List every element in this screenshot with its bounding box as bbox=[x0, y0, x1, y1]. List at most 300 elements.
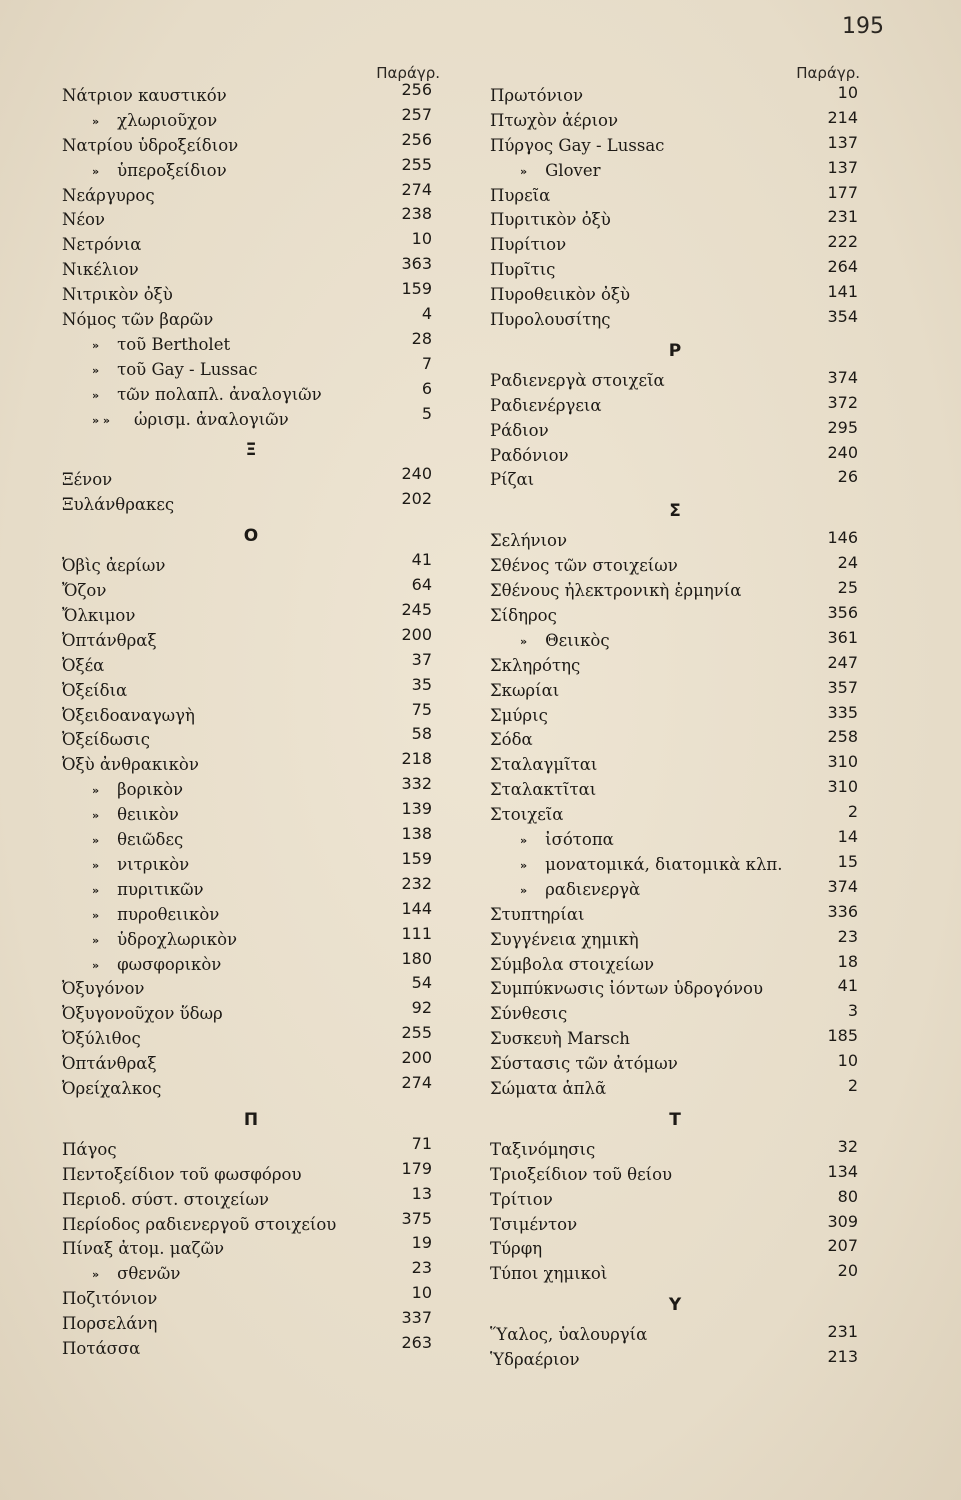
entry-term-text: Πίναξ ἀτομ. μαζῶν bbox=[62, 1239, 225, 1259]
page-number: 195 bbox=[842, 14, 884, 39]
index-entry bbox=[62, 1183, 440, 1213]
entry-paragraph-number: 13 bbox=[411, 1183, 432, 1203]
index-entry bbox=[490, 953, 860, 978]
entry-paragraph-number: 25 bbox=[837, 578, 858, 598]
index-entry bbox=[490, 369, 860, 394]
entry-paragraph-number: 138 bbox=[401, 824, 432, 844]
entry-term bbox=[62, 493, 174, 518]
entry-term bbox=[62, 1337, 140, 1362]
entry-term bbox=[520, 853, 783, 879]
ditto-mark: » bbox=[92, 933, 100, 947]
entry-paragraph-number: 134 bbox=[827, 1161, 858, 1181]
index-entry bbox=[490, 778, 860, 803]
entry-term bbox=[490, 258, 555, 283]
ditto-mark: » bbox=[92, 883, 100, 897]
entry-paragraph-number: 207 bbox=[827, 1236, 858, 1256]
entry-paragraph-number: 146 bbox=[827, 528, 858, 548]
ditto-mark: » » bbox=[92, 413, 111, 427]
section-letter: Ο bbox=[243, 526, 259, 547]
index-entry bbox=[62, 353, 440, 383]
entry-term bbox=[62, 258, 139, 283]
entry-term bbox=[62, 1213, 336, 1238]
entry-paragraph-number: 64 bbox=[411, 575, 432, 595]
ditto-mark: » bbox=[520, 834, 528, 848]
entry-term-text: Τύρφη bbox=[490, 1239, 543, 1259]
entry-paragraph-number: 28 bbox=[411, 328, 432, 348]
entry-paragraph-number: 23 bbox=[837, 926, 858, 946]
entry-term bbox=[62, 654, 104, 679]
entry-paragraph-number: 240 bbox=[827, 442, 858, 462]
entry-term bbox=[62, 704, 195, 729]
entry-term-text: Πυροθειικὸν ὀξὺ bbox=[490, 285, 631, 305]
entry-term-text: Τσιμέντον bbox=[490, 1214, 578, 1234]
entry-term-text: Πάγος bbox=[62, 1139, 117, 1159]
entry-paragraph-number: 5 bbox=[421, 403, 432, 423]
entry-term bbox=[490, 654, 580, 679]
index-entry bbox=[62, 898, 440, 928]
entry-term-text: πυροθειικὸν bbox=[117, 904, 220, 924]
entry-paragraph-number: 35 bbox=[411, 674, 432, 694]
entry-term bbox=[92, 853, 189, 879]
entry-term-text: Πυρῖτις bbox=[490, 260, 556, 280]
entry-term bbox=[92, 408, 289, 434]
entry-paragraph-number: 20 bbox=[837, 1261, 858, 1281]
entry-term bbox=[62, 554, 165, 579]
entry-term bbox=[490, 928, 639, 953]
entry-term-text: Σίδηρος bbox=[490, 606, 557, 626]
ditto-mark: » bbox=[92, 363, 100, 377]
entry-term-text: ἰσότοπα bbox=[545, 830, 614, 850]
index-entry bbox=[490, 283, 860, 308]
index-entry bbox=[62, 1208, 440, 1238]
index-entry bbox=[62, 699, 440, 729]
entry-term bbox=[62, 1052, 157, 1077]
entry-paragraph-number: 41 bbox=[837, 976, 858, 996]
entry-term-text: Σκωρίαι bbox=[490, 680, 560, 700]
entry-term-text: φωσφορικὸν bbox=[117, 954, 222, 974]
entry-term-text: Σόδα bbox=[490, 730, 533, 750]
index-entry bbox=[490, 629, 860, 654]
entry-term-text: πυριτικῶν bbox=[117, 879, 204, 899]
entry-paragraph-number: 144 bbox=[401, 898, 432, 918]
index-entry bbox=[490, 84, 860, 109]
index-entry bbox=[490, 258, 860, 283]
entry-term-text: Πρωτόνιον bbox=[490, 86, 584, 105]
ditto-mark: » bbox=[92, 164, 100, 178]
entry-term-text: Σύνθεσις bbox=[490, 1004, 568, 1024]
ditto-mark: » bbox=[92, 858, 100, 872]
entry-term bbox=[490, 369, 665, 394]
entry-paragraph-number: 363 bbox=[401, 254, 432, 274]
index-entry bbox=[62, 1133, 440, 1163]
index-entry bbox=[490, 554, 860, 579]
entry-term-text: Νιτρικὸν ὀξὺ bbox=[62, 285, 173, 305]
entry-term-text: Ραδιενεργὰ στοιχεῖα bbox=[490, 370, 665, 390]
index-entry bbox=[490, 134, 860, 159]
index-entry bbox=[490, 604, 860, 629]
entry-term-text: Ὑδραέριον bbox=[490, 1350, 580, 1370]
entry-term-text: Σταλακτῖται bbox=[490, 780, 597, 800]
index-entry bbox=[62, 80, 440, 109]
entry-term-text: Σκληρότης bbox=[490, 655, 581, 675]
entry-term-text: θειικὸν bbox=[117, 805, 179, 825]
entry-term-text: Πύργος Gay - Lussac bbox=[490, 135, 665, 155]
entry-term bbox=[490, 1262, 607, 1287]
entry-term bbox=[92, 383, 322, 409]
entry-paragraph-number: 231 bbox=[827, 1322, 858, 1342]
section-letter: Τ bbox=[669, 1109, 681, 1130]
index-entry bbox=[62, 600, 440, 629]
entry-paragraph-number: 10 bbox=[411, 1283, 432, 1303]
entry-term-text: Συγγένεια χημικὴ bbox=[490, 929, 639, 949]
index-entry bbox=[62, 550, 440, 579]
entry-term bbox=[62, 84, 227, 109]
entry-term bbox=[490, 579, 741, 604]
entry-term-text: Συσκευὴ Marsch bbox=[490, 1029, 630, 1049]
entry-term-text: Σώματα ἁπλᾶ bbox=[490, 1078, 607, 1098]
index-entry bbox=[62, 1308, 440, 1337]
index-entry bbox=[62, 848, 440, 878]
index-entry bbox=[490, 928, 860, 953]
entry-term bbox=[490, 1027, 630, 1052]
entry-term-text: Πεντοξείδιον τοῦ φωσφόρου bbox=[62, 1164, 302, 1184]
entry-paragraph-number: 141 bbox=[827, 282, 858, 302]
entry-paragraph-number: 263 bbox=[401, 1332, 432, 1352]
entry-paragraph-number: 137 bbox=[827, 157, 858, 177]
entry-term-text: θειῶδες bbox=[117, 830, 184, 850]
entry-paragraph-number: 10 bbox=[411, 229, 432, 249]
entry-paragraph-number: 111 bbox=[401, 923, 432, 943]
entry-paragraph-number: 264 bbox=[827, 257, 858, 277]
entry-term bbox=[490, 1213, 577, 1238]
entry-paragraph-number: 309 bbox=[827, 1211, 858, 1231]
entry-paragraph-number: 255 bbox=[401, 1023, 432, 1043]
entry-paragraph-number: 137 bbox=[827, 132, 858, 152]
entry-term-text: Νικέλιον bbox=[62, 260, 139, 280]
entry-term bbox=[490, 778, 596, 803]
entry-term bbox=[62, 579, 106, 604]
index-entry bbox=[62, 328, 440, 358]
entry-term-text: Τρίτιον bbox=[490, 1189, 553, 1209]
entry-term bbox=[490, 554, 678, 579]
index-entry bbox=[490, 184, 860, 209]
entry-term-text: Ποτάσσα bbox=[62, 1338, 141, 1358]
entry-term bbox=[92, 778, 183, 804]
entry-paragraph-number: 32 bbox=[837, 1136, 858, 1156]
entry-term-text: Ὄζον bbox=[62, 581, 107, 601]
entry-term-text: Ὕαλος, ὑαλουργία bbox=[490, 1325, 648, 1345]
entry-term bbox=[92, 828, 183, 854]
index-entry bbox=[490, 233, 860, 258]
entry-term bbox=[62, 184, 155, 209]
entry-paragraph-number: 177 bbox=[827, 182, 858, 202]
index-entry bbox=[490, 1163, 860, 1188]
index-entry bbox=[62, 724, 440, 753]
index-entry bbox=[62, 1023, 440, 1052]
index-entry bbox=[490, 1002, 860, 1027]
entry-term-text: Ράδιον bbox=[490, 420, 549, 440]
entry-paragraph-number: 3 bbox=[847, 1001, 858, 1021]
entry-term bbox=[62, 1312, 157, 1337]
entry-paragraph-number: 354 bbox=[827, 307, 858, 327]
entry-term-text: Ὀξείδια bbox=[62, 680, 128, 700]
entry-term bbox=[490, 134, 664, 159]
entry-term-text: Σμύρις bbox=[490, 705, 548, 725]
entry-term bbox=[92, 1262, 180, 1288]
index-entry bbox=[490, 853, 860, 878]
entry-term-text: Ὀρείχαλκος bbox=[62, 1078, 162, 1098]
entry-paragraph-number: 15 bbox=[837, 851, 858, 871]
entry-term bbox=[490, 1348, 580, 1373]
entry-term-text: Ὀξείδωσις bbox=[62, 730, 150, 750]
index-entry bbox=[62, 649, 440, 679]
index-entry bbox=[490, 1138, 860, 1163]
index-entry bbox=[490, 308, 860, 333]
entry-term-text: Ὀβὶς ἀερίων bbox=[62, 556, 166, 576]
entry-term-text: τοῦ Gay - Lussac bbox=[117, 359, 258, 379]
entry-term bbox=[62, 208, 105, 233]
entry-paragraph-number: 374 bbox=[827, 367, 858, 387]
entry-paragraph-number: 336 bbox=[827, 901, 858, 921]
index-entry bbox=[490, 728, 860, 753]
entry-term bbox=[490, 803, 563, 828]
entry-term-text: Ὀπτάνθραξ bbox=[62, 630, 157, 650]
entry-term-text: Πυρίτιον bbox=[490, 235, 567, 255]
entry-term bbox=[92, 878, 204, 904]
entry-term-text: Ξυλάνθρακες bbox=[62, 495, 175, 515]
entry-term-text: Σθένος τῶν στοιχείων bbox=[490, 556, 678, 576]
column-header: Παράγρ. bbox=[376, 64, 440, 82]
entry-paragraph-number: 200 bbox=[401, 624, 432, 644]
entry-term-text: νιτρικὸν bbox=[117, 854, 190, 874]
index-entry bbox=[490, 208, 860, 233]
entry-paragraph-number: 232 bbox=[401, 873, 432, 893]
index-entry bbox=[490, 1188, 860, 1213]
entry-term-text: Ραδόνιον bbox=[490, 445, 569, 465]
index-entry bbox=[490, 1213, 860, 1238]
entry-term-text: ραδιενεργὰ bbox=[545, 879, 641, 899]
index-entry bbox=[490, 1052, 860, 1077]
entry-paragraph-number: 6 bbox=[421, 378, 432, 398]
index-entry bbox=[62, 1158, 440, 1188]
entry-term-text: Περιοδ. σύστ. στοιχείων bbox=[62, 1189, 269, 1209]
entry-term bbox=[490, 109, 618, 134]
entry-paragraph-number: 374 bbox=[827, 876, 858, 896]
entry-paragraph-number: 274 bbox=[401, 179, 432, 199]
index-entry bbox=[62, 403, 440, 433]
entry-paragraph-number: 139 bbox=[401, 799, 432, 819]
index-entry bbox=[490, 444, 860, 469]
entry-term-text: Ὀξειδοαναγωγὴ bbox=[62, 705, 195, 725]
entry-paragraph-number: 10 bbox=[837, 83, 858, 102]
entry-term bbox=[92, 358, 257, 384]
entry-term-text: Περίοδος ραδιενεργοῦ στοιχείου bbox=[62, 1214, 337, 1234]
entry-term-text: Νάτριον καυστικόν bbox=[62, 86, 227, 105]
ditto-mark: » bbox=[520, 164, 528, 178]
entry-term bbox=[62, 1188, 269, 1213]
index-entry bbox=[62, 923, 440, 953]
entry-term bbox=[520, 159, 600, 185]
entry-paragraph-number: 18 bbox=[837, 951, 858, 971]
entry-term bbox=[62, 753, 199, 778]
entry-paragraph-number: 337 bbox=[401, 1308, 432, 1328]
entry-term-text: Ὄλκιμον bbox=[62, 606, 136, 626]
index-entry bbox=[490, 1348, 860, 1373]
index-entry bbox=[62, 1332, 440, 1362]
section-letter: Ρ bbox=[668, 340, 682, 361]
entry-paragraph-number: 247 bbox=[827, 652, 858, 672]
index-entry bbox=[490, 977, 860, 1002]
index-entry bbox=[490, 753, 860, 778]
index-entry bbox=[490, 803, 860, 828]
entry-term-text: Θειικὸς bbox=[545, 630, 610, 650]
entry-paragraph-number: 7 bbox=[421, 353, 432, 373]
index-entry bbox=[490, 878, 860, 903]
entry-paragraph-number: 310 bbox=[827, 752, 858, 772]
entry-term-text: σθενῶν bbox=[117, 1264, 181, 1284]
entry-term bbox=[490, 753, 597, 778]
entry-term bbox=[490, 419, 549, 444]
index-entry bbox=[490, 679, 860, 704]
index-entry bbox=[62, 229, 440, 258]
entry-paragraph-number: 14 bbox=[837, 827, 858, 847]
index-entry bbox=[62, 1233, 440, 1262]
index-entry bbox=[490, 419, 860, 444]
entry-term bbox=[490, 679, 559, 704]
entry-term bbox=[92, 109, 217, 135]
entry-paragraph-number: 58 bbox=[411, 724, 432, 744]
index-entry bbox=[62, 973, 440, 1002]
entry-term-text: Ὀξύλιθος bbox=[62, 1029, 141, 1049]
column-header: Παράγρ. bbox=[796, 64, 860, 82]
entry-paragraph-number: 159 bbox=[401, 848, 432, 868]
ditto-mark: » bbox=[92, 114, 100, 128]
index-entry bbox=[490, 704, 860, 729]
entry-term-text: Ὀξέα bbox=[62, 655, 105, 675]
entry-paragraph-number: 2 bbox=[847, 802, 858, 822]
entry-term-text: μονατομικά, διατομικὰ κλπ. bbox=[545, 854, 783, 874]
entry-paragraph-number: 159 bbox=[401, 279, 432, 299]
index-entry bbox=[62, 1072, 440, 1102]
index-entry bbox=[490, 109, 860, 134]
entry-paragraph-number: 2 bbox=[847, 1075, 858, 1095]
entry-term-text: τοῦ Bertholet bbox=[117, 334, 231, 354]
index-entry bbox=[62, 489, 440, 518]
entry-paragraph-number: 231 bbox=[827, 207, 858, 227]
entry-term bbox=[62, 1027, 141, 1052]
entry-term bbox=[62, 1077, 161, 1102]
entry-paragraph-number: 361 bbox=[827, 627, 858, 647]
entry-paragraph-number: 240 bbox=[401, 464, 432, 484]
entry-term bbox=[62, 308, 213, 333]
entry-term bbox=[490, 233, 566, 258]
entry-term bbox=[490, 953, 654, 978]
entry-paragraph-number: 256 bbox=[401, 129, 432, 149]
entry-term bbox=[520, 878, 640, 904]
entry-term bbox=[490, 1077, 606, 1102]
entry-term-text: Νεάργυρος bbox=[62, 185, 155, 205]
entry-term bbox=[490, 84, 583, 109]
index-entry bbox=[62, 1048, 440, 1077]
entry-paragraph-number: 213 bbox=[827, 1347, 858, 1367]
index-entry bbox=[62, 154, 440, 184]
index-entry bbox=[490, 903, 860, 928]
entry-term-text: ὑδροχλωρικὸν bbox=[117, 929, 238, 949]
entry-term-text: Σελήνιον bbox=[490, 531, 568, 551]
index-entry bbox=[62, 304, 440, 333]
entry-term bbox=[92, 928, 237, 954]
entry-term-text: Ὀξὺ ἀνθρακικὸν bbox=[62, 755, 199, 775]
entry-term-text: Νετρόνια bbox=[62, 235, 142, 255]
entry-term bbox=[62, 1287, 157, 1312]
ditto-mark: » bbox=[520, 883, 528, 897]
entry-term bbox=[490, 1052, 678, 1077]
index-entry bbox=[490, 1323, 860, 1348]
entry-paragraph-number: 75 bbox=[411, 699, 432, 719]
ditto-mark: » bbox=[92, 338, 100, 352]
entry-term-text: Νατρίου ὑδροξείδιον bbox=[62, 135, 239, 155]
entry-term bbox=[62, 679, 127, 704]
entry-paragraph-number: 185 bbox=[827, 1026, 858, 1046]
section-letter: Σ bbox=[669, 501, 681, 522]
entry-paragraph-number: 257 bbox=[401, 104, 432, 124]
entry-paragraph-number: 41 bbox=[411, 550, 432, 570]
entry-term bbox=[62, 1002, 223, 1027]
entry-paragraph-number: 24 bbox=[837, 553, 858, 573]
entry-term bbox=[62, 728, 150, 753]
index-entry bbox=[62, 948, 440, 978]
entry-term bbox=[62, 1163, 302, 1188]
entry-term bbox=[490, 1002, 567, 1027]
entry-term bbox=[62, 134, 238, 159]
entry-term bbox=[490, 977, 763, 1002]
index-entry bbox=[62, 378, 440, 408]
index-entry bbox=[62, 129, 440, 159]
index-entry bbox=[62, 873, 440, 903]
entry-term bbox=[490, 184, 550, 209]
entry-paragraph-number: 310 bbox=[827, 777, 858, 797]
entry-paragraph-number: 332 bbox=[401, 774, 432, 794]
entry-paragraph-number: 335 bbox=[827, 702, 858, 722]
entry-term-text: Ρίζαι bbox=[490, 470, 535, 490]
entry-paragraph-number: 26 bbox=[837, 467, 858, 487]
entry-term bbox=[490, 208, 611, 233]
entry-paragraph-number: 238 bbox=[401, 204, 432, 224]
entry-term bbox=[490, 704, 548, 729]
index-entry bbox=[62, 749, 440, 778]
entry-term-text: Ποζιτόνιον bbox=[62, 1289, 158, 1309]
entry-paragraph-number: 202 bbox=[401, 489, 432, 509]
index-entry bbox=[62, 774, 440, 803]
entry-term-text: χλωριοῦχον bbox=[117, 110, 218, 130]
entry-paragraph-number: 54 bbox=[411, 973, 432, 993]
entry-term-text: Τύποι χημικοὶ bbox=[490, 1264, 608, 1284]
entry-term bbox=[92, 159, 227, 185]
entry-paragraph-number: 37 bbox=[411, 649, 432, 669]
index-entry bbox=[62, 464, 440, 493]
entry-paragraph-number: 256 bbox=[401, 80, 432, 99]
entry-paragraph-number: 356 bbox=[827, 603, 858, 623]
ditto-mark: » bbox=[92, 908, 100, 922]
ditto-mark: » bbox=[92, 958, 100, 972]
entry-paragraph-number: 80 bbox=[837, 1186, 858, 1206]
entry-term-text: τῶν πολαπλ. ἀναλογιῶν bbox=[117, 384, 322, 404]
entry-term-text: Πυρεῖα bbox=[490, 185, 551, 205]
entry-term bbox=[490, 394, 602, 419]
entry-paragraph-number: 179 bbox=[401, 1158, 432, 1178]
index-entry bbox=[62, 204, 440, 233]
entry-paragraph-number: 375 bbox=[401, 1208, 432, 1228]
